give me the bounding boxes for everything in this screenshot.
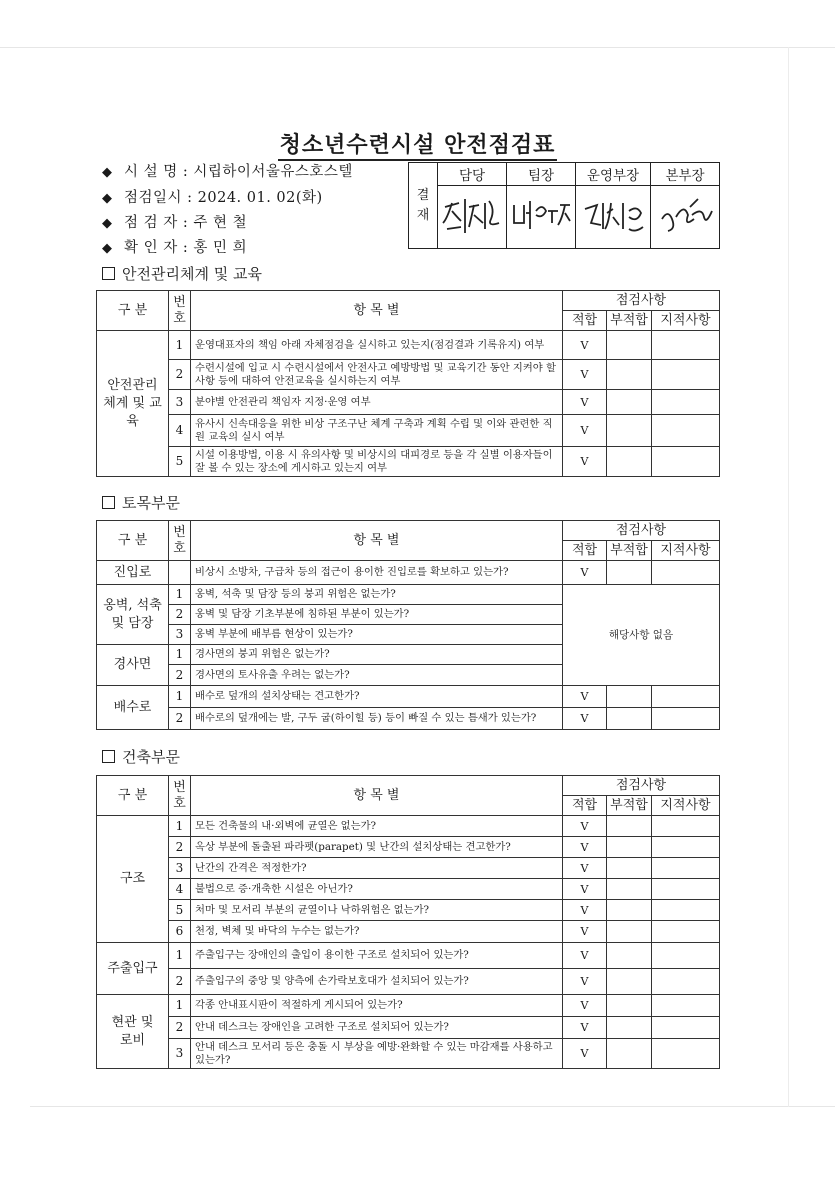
category-cell: 배수로 xyxy=(97,686,169,730)
pass-mark: V xyxy=(563,900,607,921)
category-cell: 경사면 xyxy=(97,645,169,686)
fail-cell xyxy=(607,708,652,730)
pass-mark: V xyxy=(563,331,607,360)
row-item: 수련시설에 입교 시 수련시설에서 안전사고 예방방법 및 교육기간 동안 지켜야 할 사항 등에 대하여 안전교육을 실시하는지 여부 xyxy=(191,360,563,390)
checkbox-icon xyxy=(102,496,115,509)
pass-mark: V xyxy=(563,969,607,995)
fail-cell xyxy=(607,331,652,360)
pass-mark: V xyxy=(563,879,607,900)
pass-mark: V xyxy=(563,447,607,477)
signature-ops-director xyxy=(576,186,651,249)
category-cell: 주출입구 xyxy=(97,943,169,995)
remarks-cell xyxy=(652,837,720,858)
category-cell: 진입로 xyxy=(97,561,169,585)
remarks-cell xyxy=(652,858,720,879)
row-item: 운영대표자의 책임 아래 자체점검을 실시하고 있는지(점검결과 기록유지) 여부 xyxy=(191,331,563,360)
row-item: 천정, 벽체 및 바닥의 누수는 없는가? xyxy=(191,921,563,943)
fail-cell xyxy=(607,858,652,879)
row-item: 옹벽, 석축 및 담장 등의 붕괴 위험은 없는가? xyxy=(191,585,563,605)
header-item: 항 목 별 xyxy=(191,521,563,561)
row-item: 시설 이용방법, 이용 시 유의사항 및 비상시의 대피경로 등을 각 실별 이용자들이 잘 볼 수 있는 장소에 게시하고 있는지 여부 xyxy=(191,447,563,477)
pass-mark: V xyxy=(563,943,607,969)
remarks-cell xyxy=(652,360,720,390)
row-number: 2 xyxy=(169,708,191,730)
info-date: ◆ 점검일시 : 2024. 01. 02(화) xyxy=(102,190,323,206)
row-item: 유사시 신속대응을 위한 비상 구조구난 체계 구축과 계획 수립 및 이와 관련한 직원 교육의 실시 여부 xyxy=(191,415,563,447)
pass-mark: V xyxy=(563,837,607,858)
section-heading: 건축부문 xyxy=(102,746,180,767)
info-inspector: ◆ 점 검 자 : 주 현 철 xyxy=(102,215,248,231)
header-category: 구 분 xyxy=(97,291,169,331)
header-fail: 부적합 xyxy=(607,541,652,561)
header-remarks: 지적사항 xyxy=(652,311,720,331)
remarks-cell xyxy=(652,943,720,969)
pass-mark: V xyxy=(563,686,607,708)
role-head-director: 본부장 xyxy=(651,163,720,186)
remarks-cell xyxy=(652,390,720,415)
header-number: 번 호 xyxy=(169,776,191,816)
pass-mark: V xyxy=(563,561,607,585)
remarks-cell xyxy=(652,708,720,730)
fail-cell xyxy=(607,447,652,477)
diamond-icon: ◆ xyxy=(102,191,113,206)
civil-works-table xyxy=(96,520,720,730)
remarks-cell xyxy=(652,331,720,360)
diamond-icon: ◆ xyxy=(102,216,113,231)
fail-cell xyxy=(607,995,652,1017)
row-item: 비상시 소방차, 구급차 등의 접근이 용이한 진입로를 확보하고 있는가? xyxy=(191,561,563,585)
row-item: 경사면의 토사유출 우려는 없는가? xyxy=(191,665,563,686)
pass-mark: V xyxy=(563,1039,607,1069)
role-staff: 담당 xyxy=(438,163,507,186)
row-number: 5 xyxy=(169,447,191,477)
fail-cell xyxy=(607,921,652,943)
building-table xyxy=(96,775,720,1069)
section-heading: 토목부문 xyxy=(102,492,180,513)
row-item: 안내 데스크는 장애인을 고려한 구조로 설치되어 있는가? xyxy=(191,1017,563,1039)
header-item: 항 목 별 xyxy=(191,291,563,331)
row-number: 1 xyxy=(169,645,191,665)
remarks-cell xyxy=(652,879,720,900)
header-number: 번 호 xyxy=(169,521,191,561)
row-item: 처마 및 모서리 부분의 균열이나 낙하위험은 없는가? xyxy=(191,900,563,921)
row-item: 배수로 덮개의 설치상태는 견고한가? xyxy=(191,686,563,708)
header-check: 점검사항 xyxy=(563,776,720,796)
row-item: 분야별 안전관리 책임자 지정·운영 여부 xyxy=(191,390,563,415)
scan-edge xyxy=(30,1106,835,1107)
remarks-cell xyxy=(652,900,720,921)
fail-cell xyxy=(607,360,652,390)
header-fail: 부적합 xyxy=(607,796,652,816)
row-item: 옹벽 및 담장 기초부분에 침하된 부분이 있는가? xyxy=(191,605,563,625)
page-title: 청소년수련시설 안전점검표 xyxy=(0,128,835,159)
header-remarks: 지적사항 xyxy=(652,541,720,561)
info-facility: ◆ 시 설 명 : 시립하이서울유스호스텔 xyxy=(102,164,353,180)
scan-edge xyxy=(0,47,835,48)
pass-mark: V xyxy=(563,1017,607,1039)
pass-mark: V xyxy=(563,995,607,1017)
fail-cell xyxy=(607,1039,652,1069)
approval-box xyxy=(408,162,720,249)
fail-cell xyxy=(607,943,652,969)
row-number: 4 xyxy=(169,415,191,447)
fail-cell xyxy=(607,686,652,708)
pass-mark: V xyxy=(563,390,607,415)
row-number: 2 xyxy=(169,837,191,858)
pass-mark: V xyxy=(563,708,607,730)
row-item: 난간의 간격은 적정한가? xyxy=(191,858,563,879)
category-cell: 구조 xyxy=(97,816,169,943)
remarks-cell xyxy=(652,561,720,585)
header-pass: 적합 xyxy=(563,796,607,816)
row-number: 6 xyxy=(169,921,191,943)
header-check: 점검사항 xyxy=(563,521,720,541)
fail-cell xyxy=(607,390,652,415)
role-team-lead: 팀장 xyxy=(507,163,576,186)
pass-mark: V xyxy=(563,921,607,943)
row-number: 2 xyxy=(169,665,191,686)
row-number: 1 xyxy=(169,686,191,708)
diamond-icon: ◆ xyxy=(102,241,113,256)
remarks-cell xyxy=(652,995,720,1017)
remarks-cell xyxy=(652,921,720,943)
row-number: 3 xyxy=(169,390,191,415)
scan-edge xyxy=(788,47,789,1107)
section-heading: 안전관리체계 및 교육 xyxy=(102,263,262,284)
signature-staff xyxy=(438,186,507,249)
row-item: 옥상 부분에 돌출된 파라펫(parapet) 및 난간의 설치상태는 견고한가? xyxy=(191,837,563,858)
pass-mark: V xyxy=(563,360,607,390)
pass-mark: V xyxy=(563,816,607,837)
fail-cell xyxy=(607,969,652,995)
row-item: 옹벽 부분에 배부름 현상이 있는가? xyxy=(191,625,563,645)
row-number: 3 xyxy=(169,858,191,879)
row-number: 1 xyxy=(169,995,191,1017)
fail-cell xyxy=(607,879,652,900)
row-item: 경사면의 붕괴 위험은 없는가? xyxy=(191,645,563,665)
not-applicable-note: 해당사항 없음 xyxy=(563,585,720,686)
row-number: 1 xyxy=(169,943,191,969)
row-item: 불법으로 증·개축한 시설은 아닌가? xyxy=(191,879,563,900)
row-number: 3 xyxy=(169,625,191,645)
row-number: 2 xyxy=(169,969,191,995)
row-number: 1 xyxy=(169,585,191,605)
row-item: 각종 안내표시판이 적절하게 게시되어 있는가? xyxy=(191,995,563,1017)
row-item: 안내 데스크 모서리 등은 충돌 시 부상을 예방·완화할 수 있는 마감재를 사용하고 있는가? xyxy=(191,1039,563,1069)
header-pass: 적합 xyxy=(563,541,607,561)
row-number: 2 xyxy=(169,360,191,390)
header-fail: 부적합 xyxy=(607,311,652,331)
row-number: 2 xyxy=(169,1017,191,1039)
remarks-cell xyxy=(652,415,720,447)
role-ops-director: 운영부장 xyxy=(576,163,651,186)
header-category: 구 분 xyxy=(97,521,169,561)
header-remarks: 지적사항 xyxy=(652,796,720,816)
row-number: 2 xyxy=(169,605,191,625)
category-cell: 옹벽, 석축 및 담장 xyxy=(97,585,169,645)
row-item: 주출입구는 장애인의 출입이 용이한 구조로 설치되어 있는가? xyxy=(191,943,563,969)
pass-mark: V xyxy=(563,858,607,879)
row-number: 1 xyxy=(169,331,191,360)
row-number: 3 xyxy=(169,1039,191,1069)
pass-mark: V xyxy=(563,415,607,447)
signature-team-lead xyxy=(507,186,576,249)
row-number xyxy=(169,561,191,585)
info-confirmer: ◆ 확 인 자 : 홍 민 희 xyxy=(102,240,248,256)
fail-cell xyxy=(607,415,652,447)
fail-cell xyxy=(607,837,652,858)
remarks-cell xyxy=(652,686,720,708)
remarks-cell xyxy=(652,1017,720,1039)
row-item: 모든 건축물의 내·외벽에 균열은 없는가? xyxy=(191,816,563,837)
fail-cell xyxy=(607,816,652,837)
remarks-cell xyxy=(652,969,720,995)
row-item: 배수로의 덮개에는 발, 구두 굽(하이힐 등) 등이 빠질 수 있는 틈새가 있는가? xyxy=(191,708,563,730)
header-item: 항 목 별 xyxy=(191,776,563,816)
header-pass: 적합 xyxy=(563,311,607,331)
diamond-icon: ◆ xyxy=(102,165,113,180)
remarks-cell xyxy=(652,447,720,477)
category-cell: 안전관리 체계 및 교육 xyxy=(97,331,169,477)
row-number: 4 xyxy=(169,879,191,900)
remarks-cell xyxy=(652,1039,720,1069)
checkbox-icon xyxy=(102,267,115,280)
category-cell: 현관 및 로비 xyxy=(97,995,169,1069)
row-number: 5 xyxy=(169,900,191,921)
row-number: 1 xyxy=(169,816,191,837)
fail-cell xyxy=(607,900,652,921)
approval-label: 결 재 xyxy=(409,163,438,249)
fail-cell xyxy=(607,561,652,585)
remarks-cell xyxy=(652,816,720,837)
header-check: 점검사항 xyxy=(563,291,720,311)
fail-cell xyxy=(607,1017,652,1039)
header-number: 번 호 xyxy=(169,291,191,331)
signature-head-director xyxy=(651,186,720,249)
safety-mgmt-table xyxy=(96,290,720,477)
row-item: 주출입구의 중앙 및 양측에 손가락보호대가 설치되어 있는가? xyxy=(191,969,563,995)
header-category: 구 분 xyxy=(97,776,169,816)
checkbox-icon xyxy=(102,750,115,763)
